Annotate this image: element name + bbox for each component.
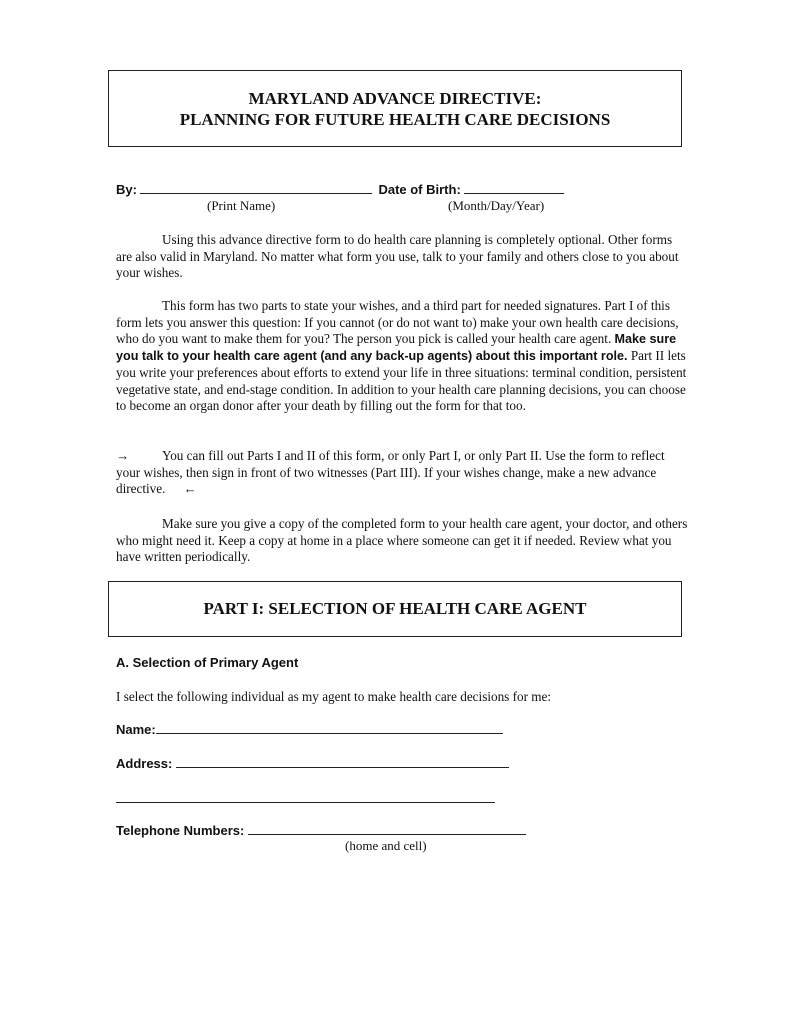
agent-address-field[interactable] (176, 755, 509, 768)
agent-phone-field[interactable] (248, 822, 526, 835)
title-line-1: MARYLAND ADVANCE DIRECTIVE: (248, 88, 542, 108)
paragraph-fill-parts: → You can fill out Parts I and II of this form, or only Part I, or only Part II. Use the form to reflect your wishes, then sign in front of two witnesses (Part III). If your wishes change, make a new advance directive. ← (116, 448, 665, 497)
by-line (116, 181, 564, 198)
date-format-hint: (Month/Day/Year) (448, 198, 545, 213)
address-label: Address: (116, 756, 173, 771)
paragraph-optional: Using this advance directive form to do health care planning is completely optional. Other forms are also valid in Maryland. No matter what form you use, talk to your family and others close to you about your wishes. (116, 232, 679, 281)
dob-field[interactable] (464, 181, 564, 194)
part1-title: PART I: SELECTION OF HEALTH CARE AGENT (203, 599, 587, 618)
arrow-right-icon: → (116, 448, 130, 463)
address-row (116, 755, 509, 773)
name-row (116, 721, 503, 739)
phone-hint: (home and cell) (345, 838, 427, 853)
part1-title-box (108, 581, 682, 637)
print-name-field[interactable] (140, 181, 372, 194)
agent-intro-text: I select the following individual as my agent to make health care decisions for me: (116, 689, 552, 704)
address-line-2-row (116, 790, 495, 808)
dob-label: Date of Birth: (378, 182, 461, 197)
arrow-left-icon: ← (183, 481, 197, 497)
print-name-hint: (Print Name) (207, 198, 276, 213)
name-label: Name: (116, 722, 156, 737)
title-line-2: PLANNING FOR FUTURE HEALTH CARE DECISIONS (179, 109, 611, 129)
paragraph-copies: Make sure you give a copy of the completed form to your health care agent, your doctor, and others who might need it. Keep a copy at home in a place where someone can get it if needed. Review what you have written periodically. (116, 516, 688, 565)
by-label: By: (116, 182, 137, 197)
phone-label: Telephone Numbers: (116, 823, 245, 838)
section-a-heading: A. Selection of Primary Agent (116, 655, 299, 670)
title-box (108, 70, 682, 147)
agent-name-field[interactable] (156, 721, 503, 734)
bold-agent-notice: Make sure you talk to your health care agent (and any back-up agents) about this important role. (116, 332, 677, 364)
agent-address-line2-field[interactable] (116, 790, 495, 803)
paragraph-form-parts: This form has two parts to state your wishes, and a third part for needed signatures. Part I of this form lets you answer this question: If you cannot (or do not want to) make your own health care decisions, who do you want to make them for you? The person you pick is called your health care agent. Make sure you talk to your health care agent (and any back-up agents) about this important role. Part II lets you write your preferences about efforts to extend your life in three situations: terminal condition, persistent vegetative state, and end-stage condition. In addition to your health care planning decisions, you can choose to become an organ donor after your death by filling out the form for that too. (116, 298, 687, 414)
phone-row (116, 822, 526, 840)
